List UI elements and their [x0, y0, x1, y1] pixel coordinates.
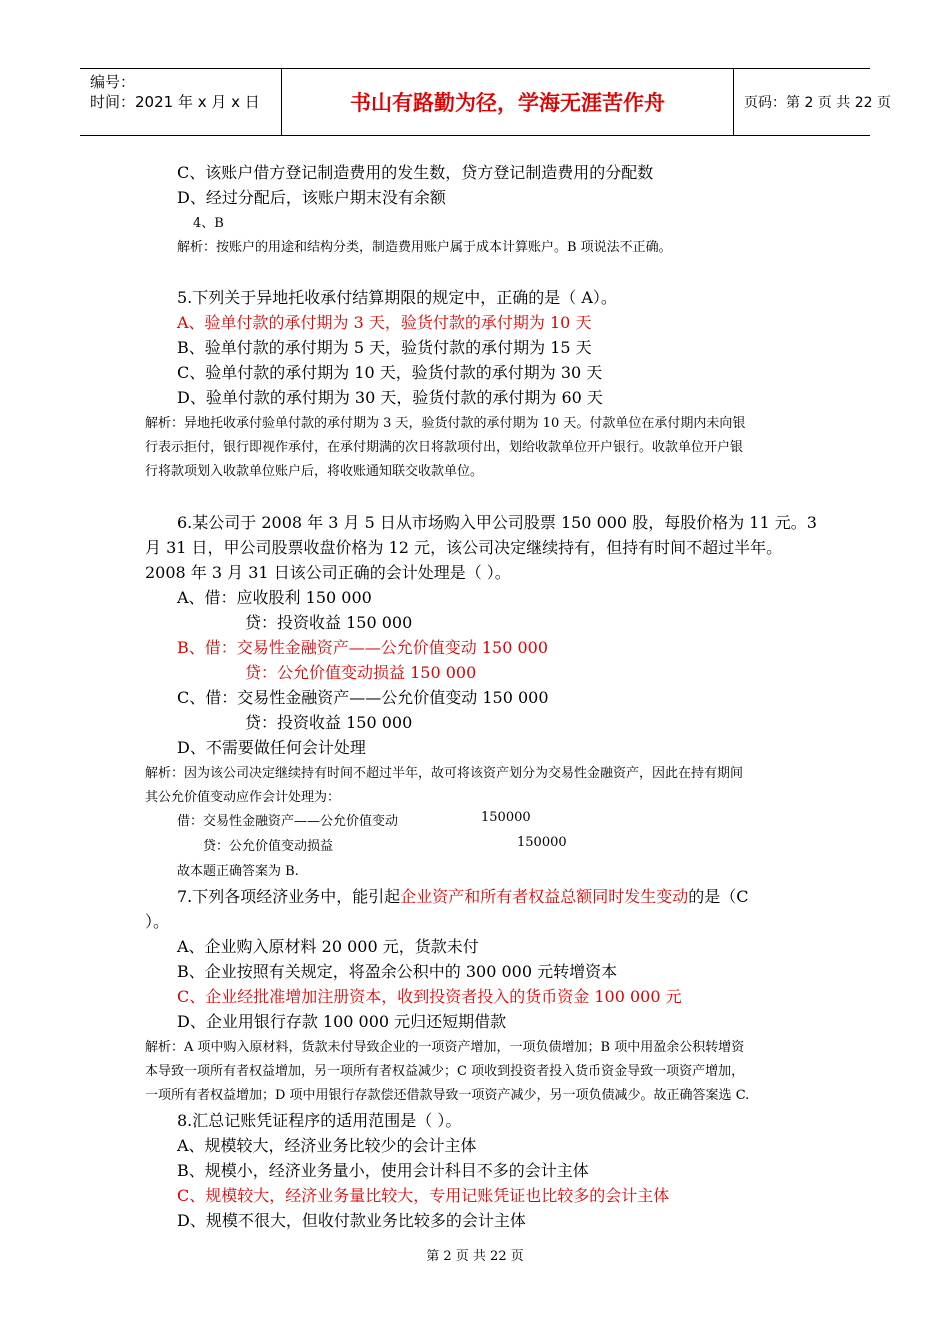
option-d: D、经过分配后，该账户期末没有余额	[177, 188, 446, 207]
question-6: 6.某公司于 2008 年 3 月 5 日从市场购入甲公司股票 150 000 股，每股价格为 11 元。3	[177, 513, 817, 532]
option-a-correct: A、验单付款的承付期为 3 天，验货付款的承付期为 10 天	[177, 313, 592, 332]
header-meta	[80, 69, 282, 135]
question-6-cont: 月 31 日，甲公司股票收盘价格为 12 元，该公司决定继续持有，但持有时间不超过半年。	[145, 538, 783, 557]
option-b-credit: 贷：公允价值变动损益 150 000	[245, 663, 477, 682]
option-c: C、验单付款的承付期为 10 天，验货付款的承付期为 30 天	[177, 363, 603, 382]
journal-credit-amount: 150000	[517, 835, 567, 850]
option-d: D、验单付款的承付期为 30 天，验货付款的承付期为 60 天	[177, 388, 603, 407]
option-d: D、不需要做任何会计处理	[177, 738, 366, 757]
analysis-text: 其公允价值变动应作会计处理为：	[145, 790, 341, 805]
document-number-label: 编号：	[90, 73, 136, 91]
page-footer: 第 2 页 共 22 页	[426, 1249, 524, 1264]
journal-credit: 贷：公允价值变动损益	[203, 839, 334, 854]
option-a: A、借：应收股利 150 000	[177, 588, 372, 607]
option-b: B、规模小，经济业务量小，使用会计科目不多的会计主体	[177, 1161, 589, 1180]
header-page-info: 页码：第 2 页 共 22 页	[744, 95, 891, 111]
option-d: D、企业用银行存款 100 000 元归还短期借款	[177, 1012, 507, 1031]
question-7-prefix: 7.下列各项经济业务中，能引起	[177, 887, 401, 906]
option-c-correct: C、企业经批准增加注册资本，收到投资者投入的货币资金 100 000 元	[177, 987, 682, 1006]
question-6-cont: 2008 年 3 月 31 日该公司正确的会计处理是（ ）。	[145, 563, 511, 582]
question-8: 8.汇总记账凭证程序的适用范围是（ ）。	[177, 1111, 462, 1130]
analysis-text: 一项所有者权益增加；D 项中用银行存款偿还借款导致一项资产减少，另一项负债减少。故正确答案选 C.	[145, 1088, 750, 1103]
option-c-correct: C、规模较大，经济业务量比较大，专用记账凭证也比较多的会计主体	[177, 1186, 670, 1205]
option-c: C、该账户借方登记制造费用的发生数，贷方登记制造费用的分配数	[177, 163, 654, 182]
question-7-suffix: 的是（C	[688, 887, 749, 906]
answer-4: 4、B	[193, 216, 224, 231]
option-b-correct: B、借：交易性金融资产——公允价值变动 150 000	[177, 638, 549, 657]
document-date: 时间：2021 年 x 月 x 日	[90, 93, 260, 111]
option-a-credit: 贷：投资收益 150 000	[245, 613, 413, 632]
option-b: B、验单付款的承付期为 5 天，验货付款的承付期为 15 天	[177, 338, 592, 357]
header-table	[80, 68, 891, 136]
option-d: D、规模不很大，但收付款业务比较多的会计主体	[177, 1211, 526, 1230]
option-a: A、规模较大，经济业务比较少的会计主体	[177, 1136, 477, 1155]
question-7	[177, 884, 749, 907]
analysis-text: 行将款项划入收款单位账户后，将收账通知联交收款单位。	[145, 464, 484, 479]
analysis-text: 解析：A 项中购入原材料，货款未付导致企业的一项资产增加，一项负债增加；B 项中用盈余公积转增资	[145, 1040, 745, 1055]
journal-debit-amount: 150000	[481, 810, 531, 825]
journal-debit: 借：交易性金融资产——公允价值变动	[177, 814, 399, 829]
option-c: C、借：交易性金融资产——公允价值变动 150 000	[177, 688, 549, 707]
analysis-text: 解析：按账户的用途和结构分类，制造费用账户属于成本计算账户。B 项说法不正确。	[177, 240, 672, 255]
question-7-cont: ）。	[145, 912, 170, 931]
analysis-text: 解析：异地托收承付验单付款的承付期为 3 天，验货付款的承付期为 10 天。付款单位在承付期内未向银	[145, 416, 746, 431]
analysis-text: 行表示拒付，银行即视作承付，在承付期满的次日将款项付出，划给收款单位开户银行。收款单位开户银	[145, 440, 744, 455]
answer-conclusion: 故本题正确答案为 B.	[177, 864, 299, 879]
option-a: A、企业购入原材料 20 000 元，货款未付	[177, 937, 479, 956]
option-c-credit: 贷：投资收益 150 000	[245, 713, 413, 732]
header-motto: 书山有路勤为径，学海无涯苦作舟	[282, 69, 734, 135]
option-b: B、企业按照有关规定，将盈余公积中的 300 000 元转增资本	[177, 962, 618, 981]
analysis-text: 解析：因为该公司决定继续持有时间不超过半年，故可将该资产划分为交易性金融资产，因此在持有期间	[145, 766, 744, 781]
question-7-highlight: 企业资产和所有者权益总额同时发生变动	[400, 887, 689, 906]
analysis-text: 本导致一项所有者权益增加，另一项所有者权益减少；C 项收到投资者投入货币资金导致一项资产增加，	[145, 1064, 745, 1079]
question-5: 5.下列关于异地托收承付结算期限的规定中，正确的是（ A）。	[177, 288, 617, 307]
